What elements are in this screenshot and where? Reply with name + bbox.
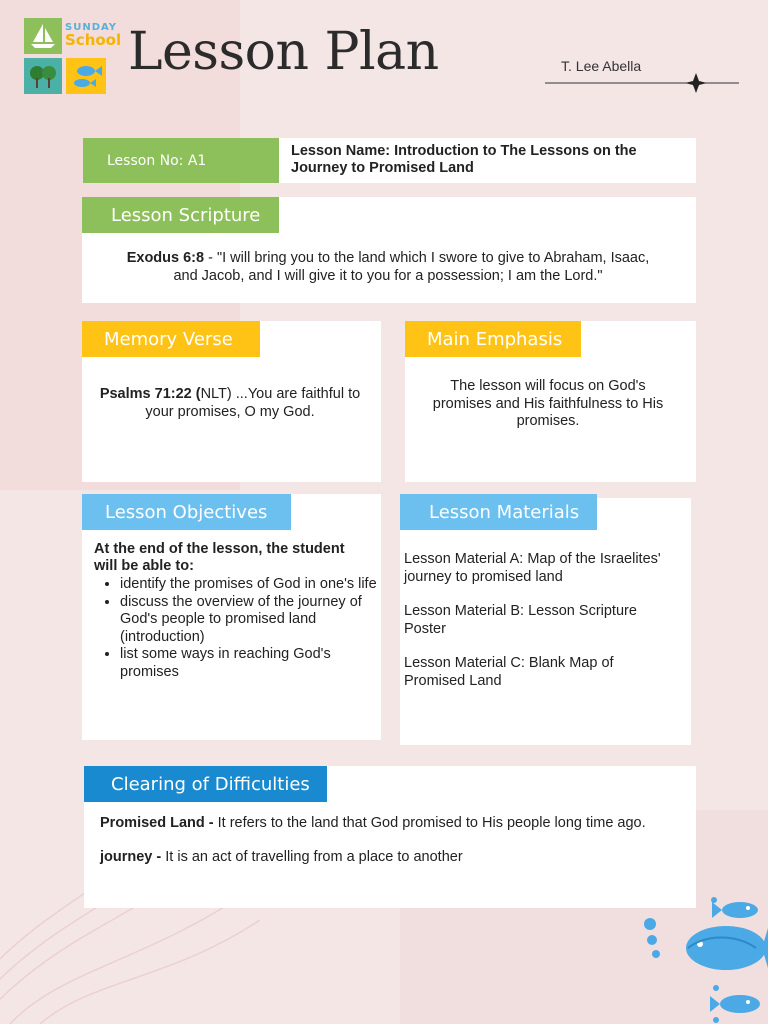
objectives-label: Lesson Objectives	[82, 494, 291, 530]
main-emphasis-label: Main Emphasis	[405, 321, 581, 357]
memory-verse-label: Memory Verse	[82, 321, 260, 357]
difficulties-label: Clearing of Difficulties	[84, 766, 327, 802]
school-logo	[24, 18, 132, 98]
logo-tile-tree	[24, 58, 62, 94]
difficulty-item-promised-land	[100, 815, 686, 833]
logo-word-sunday: SUNDAY	[65, 22, 118, 33]
author-name: T. Lee Abella	[561, 58, 642, 74]
scripture-text	[116, 250, 660, 285]
material-item-b: Lesson Material B: Lesson Scripture Poster	[404, 603, 637, 637]
list-item: • discuss the overview of the journey of God's people to promised land (introduction)	[120, 594, 382, 647]
fish-icon	[66, 58, 106, 94]
difficulty-term: Promised Land -	[100, 815, 214, 831]
fish-decoration	[636, 890, 768, 1024]
lesson-name-label: Lesson Name: Introduction to The Lessons on the Journey to Promised Land	[291, 143, 637, 176]
logo-tile-fish	[66, 58, 106, 94]
memory-verse-body: NLT) ...You are faithful to your promises, O my God.	[145, 386, 361, 420]
scripture-verse: - "I will bring you to the land which I swore to give to Abraham, Isaac, and Jacob, and I will give it to you for a possession; I am the Lord."	[173, 250, 650, 284]
difficulty-definition: It refers to the land that God promised to His people long time ago.	[213, 815, 646, 831]
material-item-a: Lesson Material A: Map of the Israelites' journey to promised land	[404, 551, 661, 585]
logo-tile-sailboat	[24, 18, 62, 54]
memory-verse-text	[92, 386, 368, 421]
list-item: • list some ways in reaching God's promises	[120, 646, 382, 681]
scripture-reference: Exodus 6:8	[126, 250, 205, 266]
objectives-intro: At the end of the lesson, the student will be able to:	[94, 541, 345, 574]
list-item: • identify the promises of God in one's life	[120, 576, 382, 594]
scripture-label: Lesson Scripture	[82, 197, 279, 233]
memory-verse-reference: Psalms 71:22 (	[99, 386, 201, 402]
main-emphasis-text: The lesson will focus on God's promises and His faithfulness to His promises.	[432, 378, 664, 429]
sparkle-divider	[545, 70, 745, 98]
difficulty-item-journey	[100, 849, 686, 867]
objectives-list	[96, 576, 382, 681]
lesson-number-label: Lesson No: A1	[83, 138, 279, 183]
sailboat-icon	[24, 18, 62, 54]
difficulty-definition: It is an act of travelling from a place to another	[161, 849, 463, 865]
page-title: Lesson Plan	[128, 22, 439, 82]
logo-wordmark	[65, 22, 135, 56]
material-item-c: Lesson Material C: Blank Map of Promised Land	[404, 655, 614, 689]
difficulty-term: journey -	[100, 849, 162, 865]
materials-label: Lesson Materials	[400, 494, 597, 530]
sparkle-icon	[685, 73, 707, 93]
logo-word-school: School	[65, 31, 122, 49]
tree-icon	[24, 58, 62, 94]
fish-icon	[686, 902, 768, 1013]
